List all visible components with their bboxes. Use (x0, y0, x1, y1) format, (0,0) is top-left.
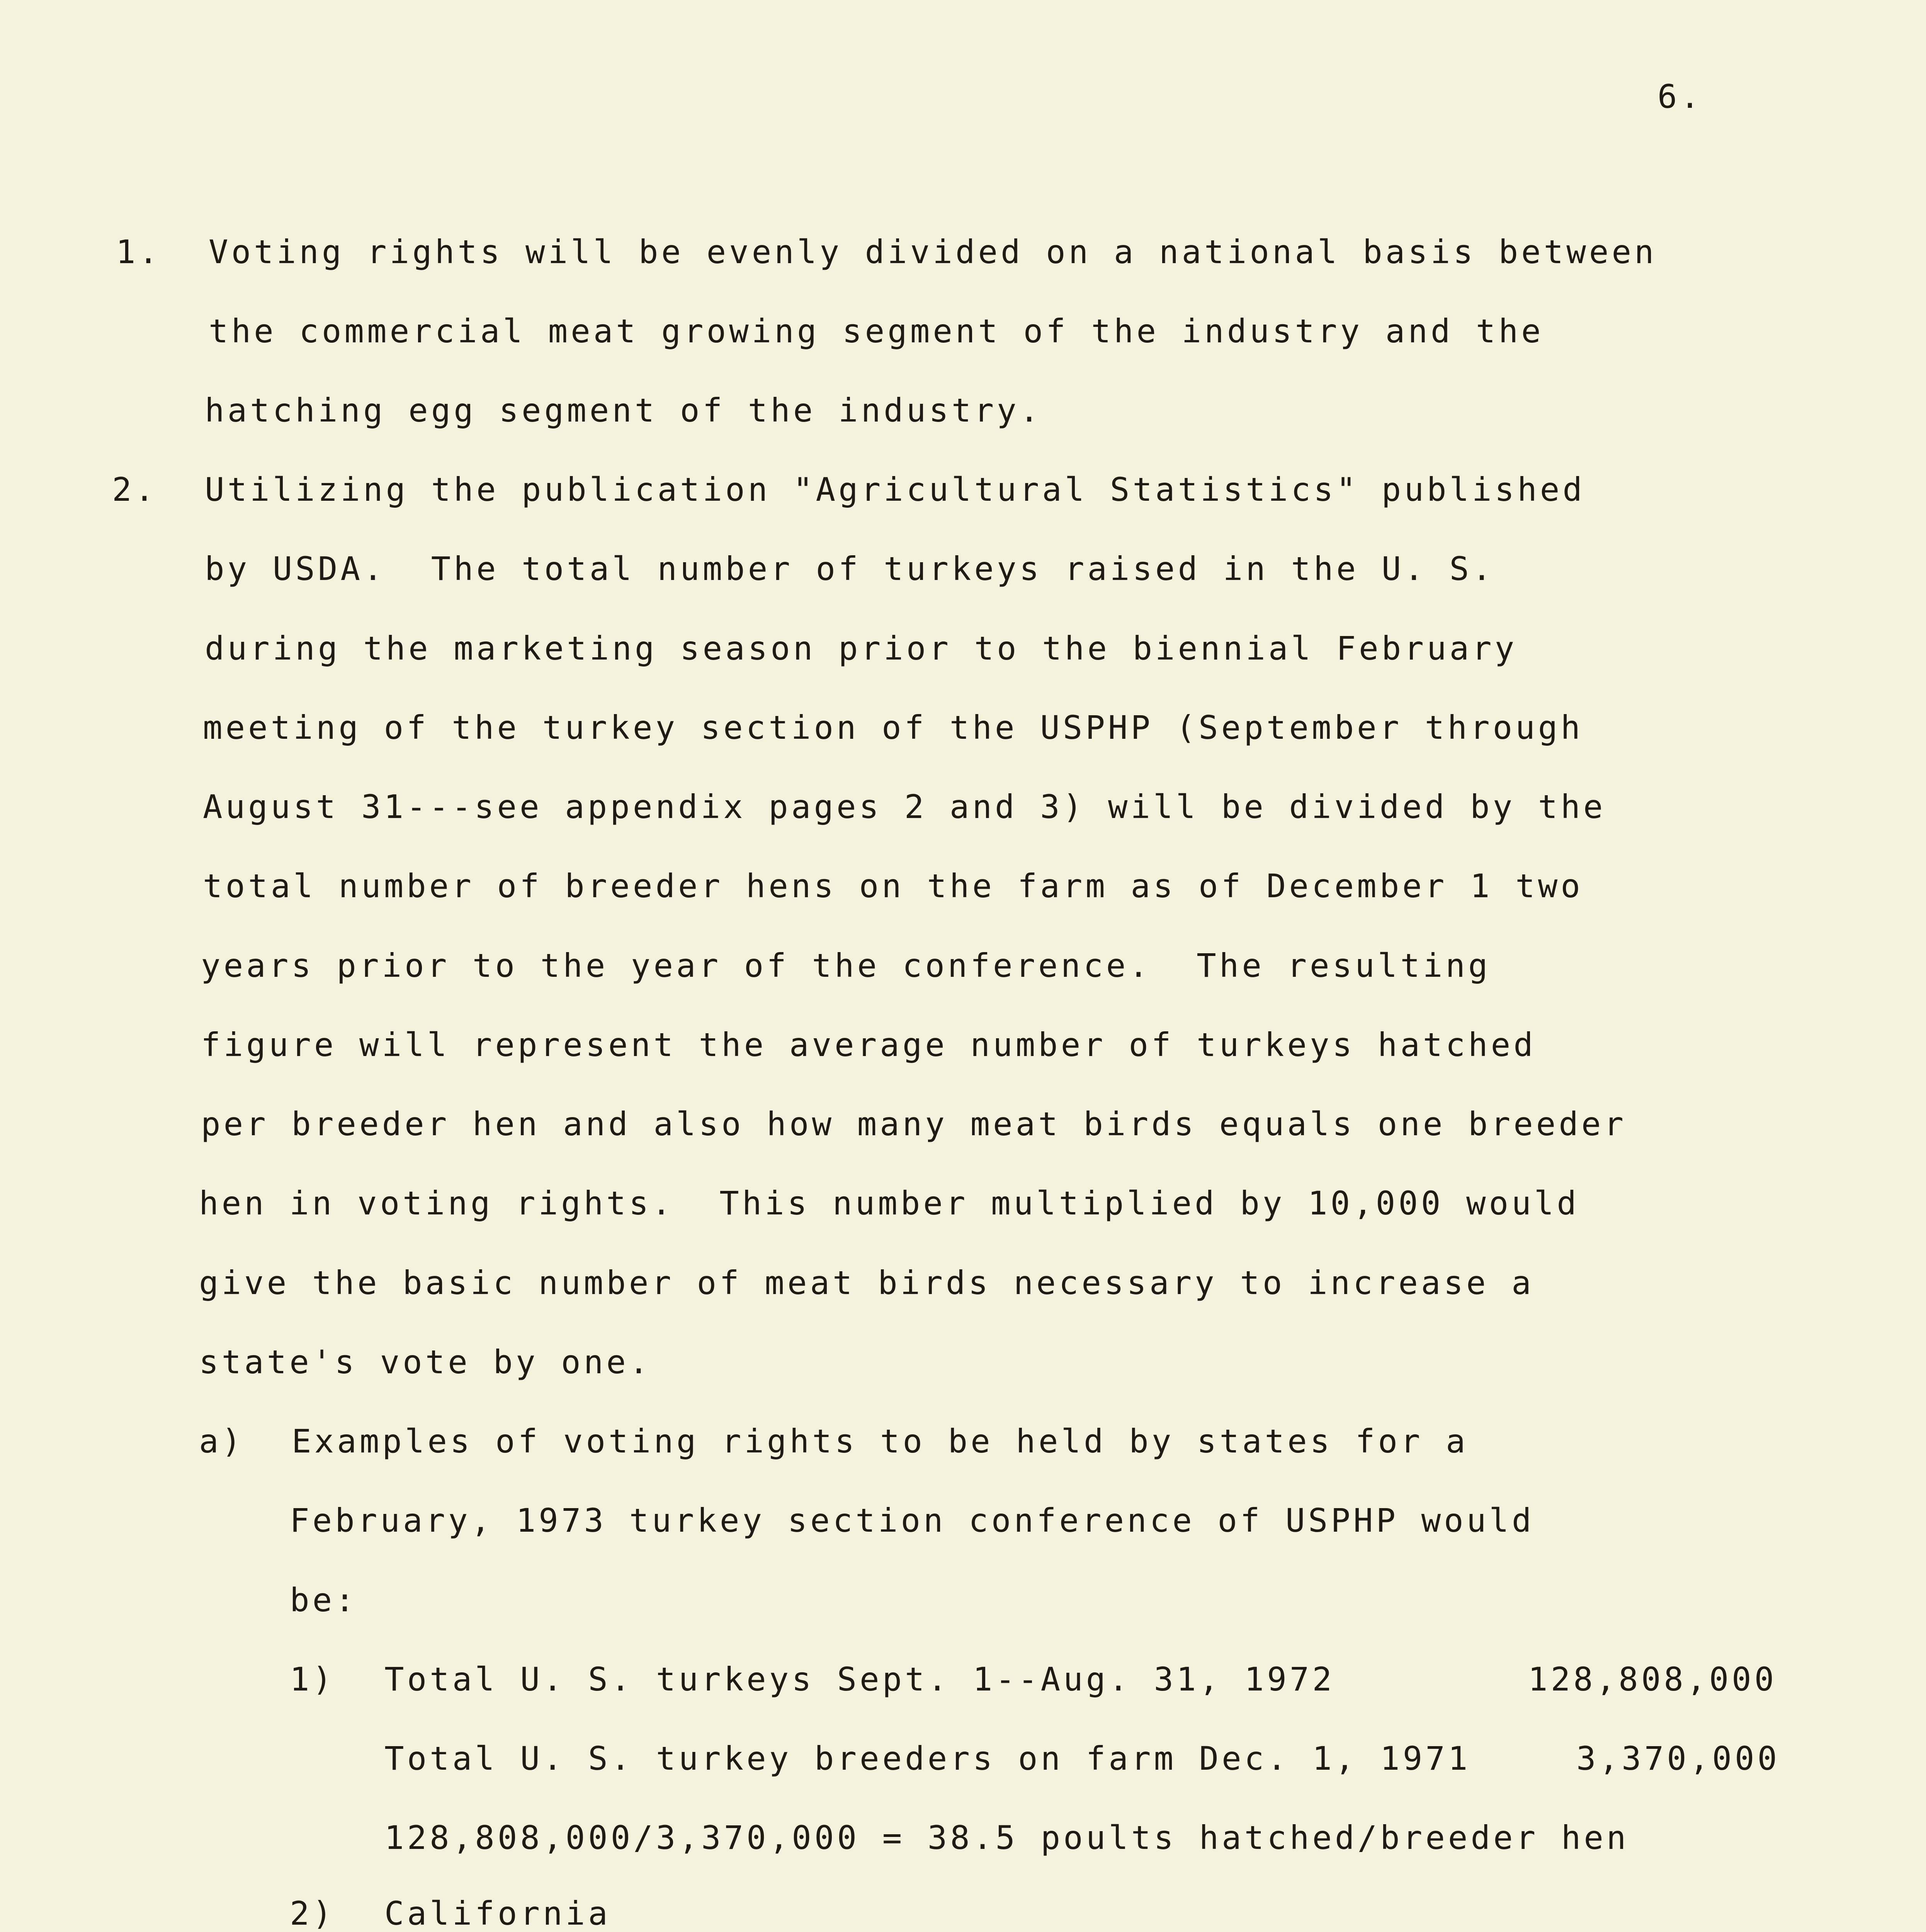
paragraph-line: August 31---see appendix pages 2 and 3) will be divided by the (203, 788, 1606, 826)
paragraph-line: per breeder hen and also how many meat birds equals one breeder (201, 1105, 1627, 1143)
example-label: 1) (290, 1660, 335, 1698)
paragraph-line: give the basic number of meat birds necessary to increase a (199, 1264, 1534, 1302)
paragraph-line: by USDA. The total number of turkeys raised in the U. S. (205, 550, 1495, 588)
subitem-label: a) (199, 1422, 245, 1460)
paragraph-line: figure will represent the average number of turkeys hatched (201, 1026, 1536, 1064)
paragraph-line: be: (290, 1581, 358, 1619)
item-number: 2. (112, 471, 158, 509)
state-name: California (384, 1895, 611, 1932)
example-value: 3,370,000 (1576, 1740, 1780, 1777)
example-line: 128,808,000/3,370,000 = 38.5 poults hatched/breeder hen (384, 1819, 1629, 1857)
paragraph-line: hen in voting rights. This number multiplied by 10,000 would (199, 1184, 1579, 1222)
paragraph-line: Voting rights will be evenly divided on a national basis between (209, 233, 1657, 271)
paragraph-line: the commercial meat growing segment of the industry and the (209, 312, 1544, 350)
page-number: 6. (1657, 78, 1703, 116)
example-line: Total U. S. turkey breeders on farm Dec. 1, 1971 (384, 1740, 1471, 1777)
paragraph-line: Examples of voting rights to be held by states for a (292, 1422, 1469, 1460)
example-value: 128,808,000 (1528, 1660, 1777, 1698)
paragraph-line: meeting of the turkey section of the USPHP (September through (203, 709, 1583, 747)
example-line: Total U. S. turkeys Sept. 1--Aug. 31, 1972 (384, 1660, 1335, 1698)
paragraph-line: February, 1973 turkey section conference of USPHP would (290, 1502, 1535, 1539)
item-number: 1. (116, 233, 161, 271)
paragraph-line: during the marketing season prior to the biennial February (205, 629, 1518, 667)
example-label: 2) (290, 1895, 335, 1932)
paragraph-line: state's vote by one. (199, 1343, 652, 1381)
paragraph-line: hatching egg segment of the industry. (205, 391, 1042, 429)
paragraph-line: Utilizing the publication "Agricultural Statistics" published (205, 471, 1585, 509)
paragraph-line: years prior to the year of the conference. The resulting (201, 947, 1491, 985)
paragraph-line: total number of breeder hens on the farm as of December 1 two (203, 867, 1583, 905)
